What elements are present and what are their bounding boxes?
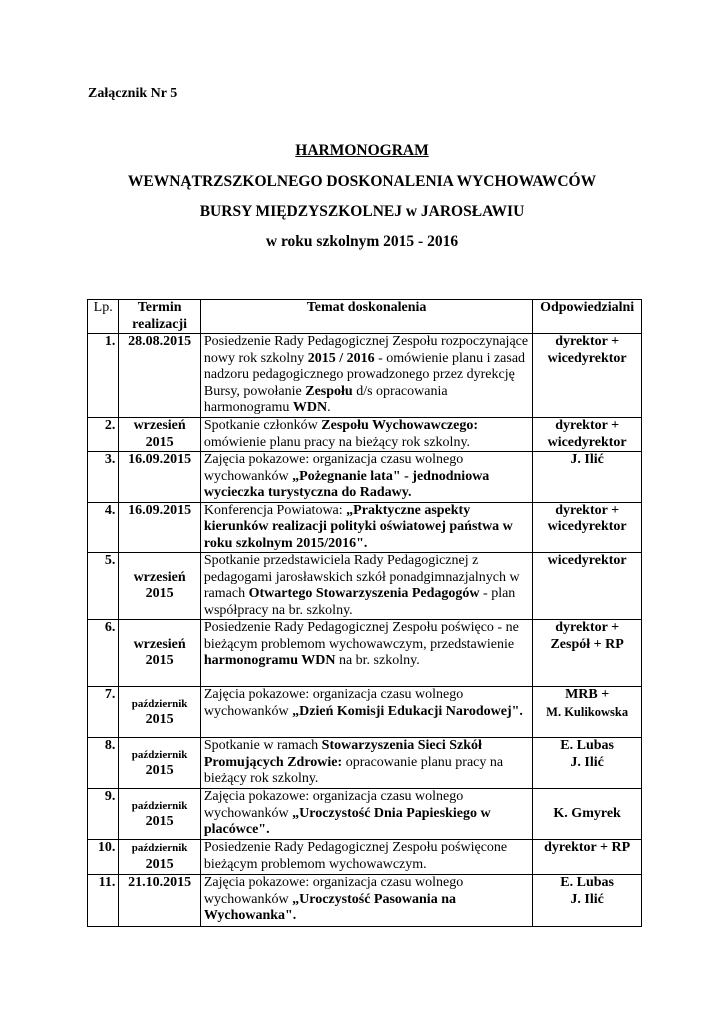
table-row [88,840,642,875]
row-topic: Posiedzenie Rady Pedagogicznej Zespołu rozpoczynające nowy rok szkolny 2015 / 2016 - omówienie planu i zasad nadzoru pedagogicznego prowadzonego przez dyrekcję Bursy, powołanie Zespołu d/s opracowania harmonogramu WDN. [200,334,532,418]
row-number: 2. [88,418,119,452]
document-subtitle-3: w roku szkolnym 2015 - 2016 [265,233,459,250]
header-term [119,300,201,334]
row-number: 8. [88,738,119,789]
row-topic: Spotkanie przedstawiciela Rady Pedagogicznej z pedagogami jarosławskich szkół ponadgimnazjalnych w ramach Otwartego Stowarzyszenia Pedagogów - plan współpracy na br. szkolny. [200,553,532,620]
row-responsible: E. Lubas J. Ilić [533,875,642,927]
header-lp: Lp. [88,300,119,334]
row-topic: Spotkanie w ramach Stowarzyszenia Sieci Szkół Promujących Zdrowie: opracowanie planu pracy na bieżący rok szkolny. [200,738,532,789]
row-responsible: wicedyrektor [533,553,642,620]
table-row [88,553,642,620]
table-row [88,334,642,418]
table-row [88,738,642,789]
table-row [88,502,642,553]
row-term: 28.08.2015 [119,334,201,418]
header-responsible: Odpowiedzialni [533,300,642,334]
row-term: październik 2015 [119,687,201,738]
header-term-line1: Termin [137,300,182,315]
row-topic: Zajęcia pokazowe: organizacja czasu wolnego wychowanków „Pożegnanie lata" - jednodniowa wycieczka turystyczna do Radawy. [200,452,532,503]
row-number: 11. [88,875,119,927]
row-topic: Spotkanie członków Zespołu Wychowawczego: omówienie planu pracy na bieżący rok szkolny. [200,418,532,452]
row-term: 16.09.2015 [119,452,201,503]
row-topic: Posiedzenie Rady Pedagogicznej Zespołu poświęcone bieżącym problemom wychowawczym. [200,840,532,875]
table-header-row [88,300,642,334]
header-term-line2: realizacji [132,316,188,332]
table-row [88,789,642,840]
document-subtitle-2: BURSY MIĘDZYSZKOLNEJ w JAROSŁAWIU [199,203,525,220]
row-topic: Konferencja Powiatowa: „Praktyczne aspekty kierunków realizacji polityki oświatowej państwa w roku szkolnym 2015/2016". [200,502,532,553]
row-term: wrzesień 2015 [119,418,201,452]
table-row [88,875,642,927]
row-responsible: dyrektor + Zespół + RP [533,620,642,687]
row-number: 6. [88,620,119,687]
schedule-table [87,299,642,927]
row-term: październik 2015 [119,738,201,789]
row-term: 21.10.2015 [119,875,201,927]
row-topic: Zajęcia pokazowe: organizacja czasu wolnego wychowanków „Dzień Komisji Edukacji Narodowej". [200,687,532,738]
header-topic: Temat doskonalenia [200,300,532,334]
row-responsible: dyrektor + wicedyrektor [533,502,642,553]
table-row [88,418,642,452]
row-number: 9. [88,789,119,840]
row-term: wrzesień 2015 [119,620,201,687]
row-responsible: dyrektor + RP [533,840,642,875]
table-row [88,452,642,503]
row-responsible: MRB + M. Kulikowska [533,687,642,738]
document-subtitle-1: WEWNĄTRZSZKOLNEGO DOSKONALENIA WYCHOWAWCÓW [127,173,597,190]
row-responsible: J. Ilić [533,452,642,503]
row-topic: Posiedzenie Rady Pedagogicznej Zespołu poświęco - ne bieżącym problemom wychowawczym, przedstawienie harmonogramu WDN na br. szkolny. [200,620,532,687]
row-topic: Zajęcia pokazowe: organizacja czasu wolnego wychowanków „Uroczystość Pasowania na Wychowanka". [200,875,532,927]
table-row [88,620,642,687]
row-responsible: dyrektor + wicedyrektor [533,334,642,418]
row-number: 3. [88,452,119,503]
row-term: październik 2015 [119,789,201,840]
row-term: 16.09.2015 [119,502,201,553]
table-row [88,687,642,738]
row-term: październik 2015 [119,840,201,875]
row-number: 7. [88,687,119,738]
row-number: 4. [88,502,119,553]
row-number: 5. [88,553,119,620]
row-topic: Zajęcia pokazowe: organizacja czasu wolnego wychowanków „Uroczystość Dnia Papieskiego w placówce". [200,789,532,840]
row-responsible: E. Lubas J. Ilić [533,738,642,789]
row-term: wrzesień 2015 [119,553,201,620]
row-responsible: K. Gmyrek [533,789,642,840]
attachment-label: Załącznik Nr 5 [88,86,178,101]
row-number: 1. [88,334,119,418]
row-responsible: dyrektor + wicedyrektor [533,418,642,452]
row-number: 10. [88,840,119,875]
document-title: HARMONOGRAM [295,142,429,159]
